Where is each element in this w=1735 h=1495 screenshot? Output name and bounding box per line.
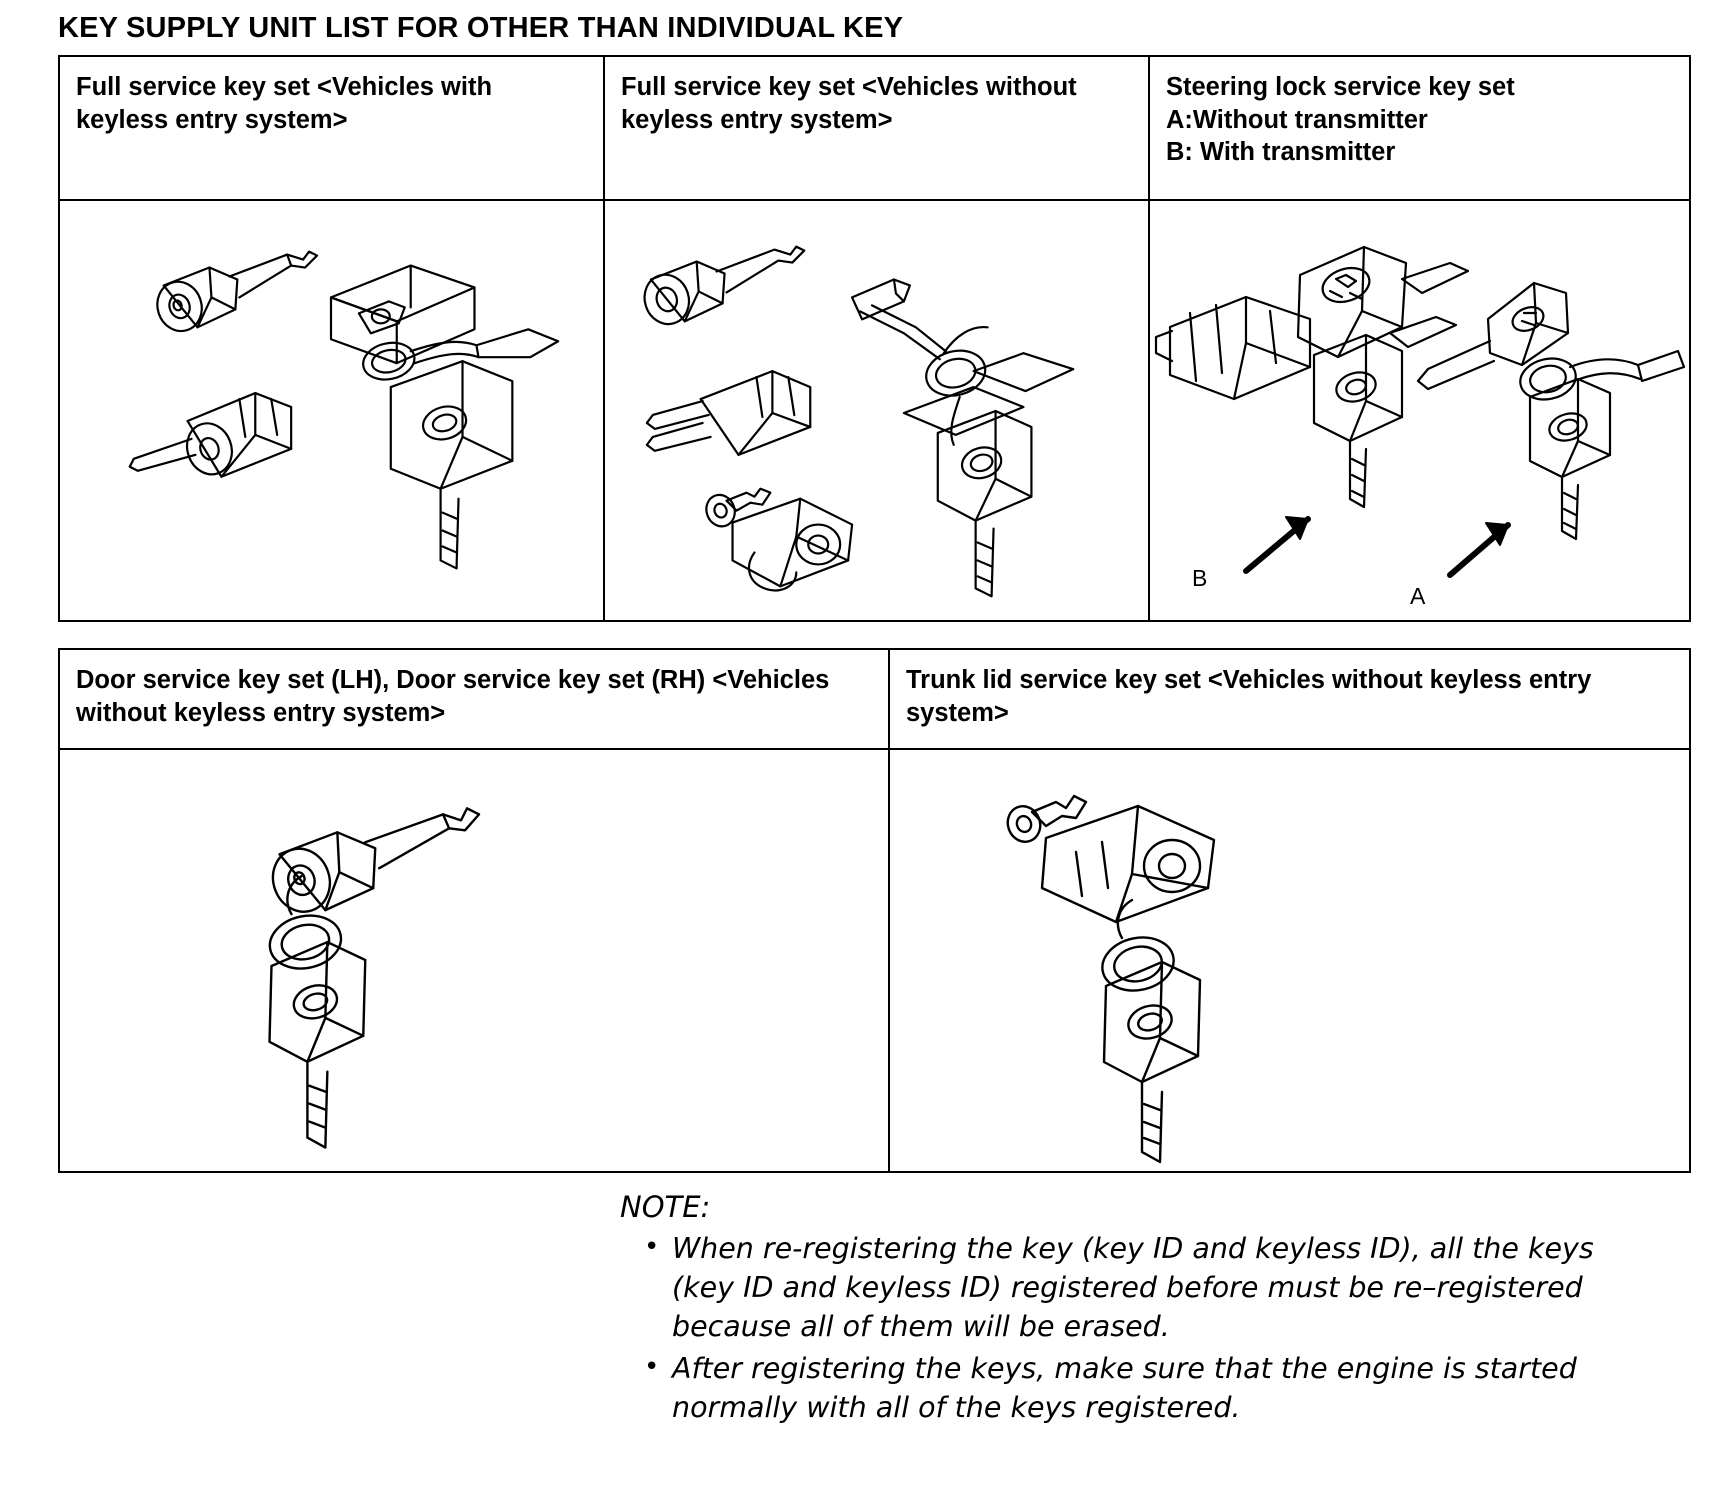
steering-lock-service-key-set-illustration <box>1150 201 1689 620</box>
label-a: A <box>1410 583 1426 609</box>
upper-table-header-row <box>60 57 1689 201</box>
lower-table-illustration-row <box>60 750 1689 1171</box>
full-service-key-set-with-keyless-entry-illustration <box>60 201 603 620</box>
note-item <box>620 1350 1620 1428</box>
bullet-icon: • <box>644 1352 660 1383</box>
key-supply-upper-table <box>58 55 1691 622</box>
full-service-key-set-without-keyless-entry-illustration <box>605 201 1148 620</box>
door-service-key-set-illustration <box>60 750 888 1171</box>
header-steering-lock-service <box>1150 57 1689 199</box>
bullet-icon: • <box>644 1232 660 1262</box>
note-item-text: After registering the keys, make sure that the engine is started normally with all of the keys registered. <box>672 1352 1577 1424</box>
header-trunk-lid-service-key-set: Trunk lid service key set <Vehicles without keyless entry system> <box>906 666 1592 727</box>
cell-full-service-with-keyless-illustration <box>60 201 605 620</box>
header-steering-lock-line-3: B: With transmitter <box>1166 138 1396 167</box>
upper-table-illustration-row <box>60 201 1689 620</box>
header-steering-lock-line-1: Steering lock service key set <box>1166 73 1515 101</box>
header-steering-lock-line-2: A:Without transmitter <box>1166 105 1428 134</box>
cell-door-service-key-set-illustration <box>60 750 890 1171</box>
header-full-service-without-keyless: Full service key set <Vehicles without keyless entry system> <box>605 57 1150 199</box>
header-door-service-key-set: Door service key set (LH), Door service key set (RH) <Vehicles without keyless entry system> <box>60 650 890 748</box>
cell-trunk-lid-service-key-set-illustration <box>890 750 1689 1171</box>
cell-full-service-without-keyless-illustration <box>605 201 1150 620</box>
note-list <box>620 1230 1620 1428</box>
note-label: NOTE: <box>620 1190 711 1224</box>
cell-steering-lock-service-illustration <box>1150 201 1689 620</box>
key-supply-lower-table <box>58 648 1691 1173</box>
page-title: KEY SUPPLY UNIT LIST FOR OTHER THAN INDIVIDUAL KEY <box>58 12 904 44</box>
trunk-lid-service-key-set-illustration <box>890 750 1689 1171</box>
header-full-service-with-keyless: Full service key set <Vehicles with keyless entry system> <box>60 57 605 199</box>
note-item-text: When re-registering the key (key ID and keyless ID), all the keys (key ID and keyless ID) registered before must be re–registered because all of them will be erased. <box>672 1232 1594 1343</box>
lower-table-header-row <box>60 650 1689 750</box>
note-block <box>620 1190 1620 1432</box>
label-b: B <box>1192 565 1208 591</box>
note-item <box>620 1230 1620 1346</box>
